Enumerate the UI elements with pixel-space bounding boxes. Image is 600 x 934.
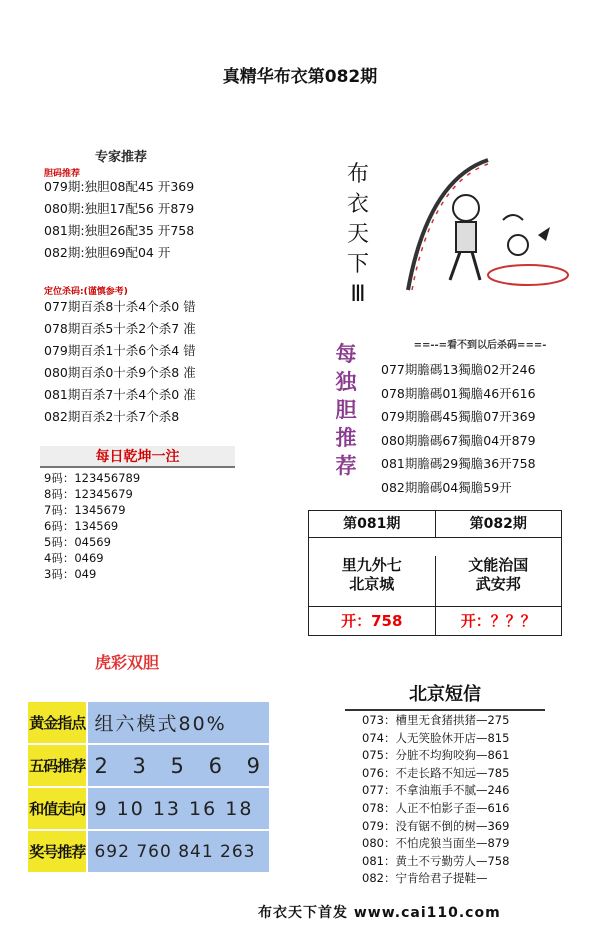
beijing-list — [362, 712, 509, 888]
period-foot-row — [309, 606, 561, 635]
brand-vertical — [338, 160, 378, 310]
recommend-table — [26, 700, 271, 874]
table-row — [27, 830, 270, 873]
table-label: 和值走向 — [27, 787, 87, 830]
footer-text: 布衣天下首发 www.cai110.com — [258, 905, 501, 921]
dan-char: 独 — [335, 370, 357, 394]
kill-line: 079期百杀1十杀6个杀4 错 — [44, 343, 196, 358]
expert-line: 080期:独胆17配56 开879 — [44, 201, 195, 216]
table-value: 692 760 841 263 — [87, 830, 270, 873]
table-value: 组六模式80% — [87, 701, 270, 744]
table-value: 2 3 5 6 9 — [87, 744, 270, 787]
beijing-line: 073：槽里无食猪拱猪—275 — [362, 713, 510, 727]
expert-line: 081期:独胆26配35 开758 — [44, 223, 195, 238]
period-left-line: 里九外七 — [341, 556, 402, 574]
brand-char: Ⅲ — [350, 282, 366, 307]
kill-line: 078期百杀5十杀2个杀7 准 — [44, 321, 196, 336]
beijing-heading: 北京短信 — [345, 680, 545, 711]
dan-line: 077期膽碼13獨膽02开246 — [381, 362, 536, 377]
daily-code-list — [44, 470, 140, 582]
code-line: 6码：134569 — [44, 519, 119, 533]
table-label: 黄金指点 — [27, 701, 87, 744]
beijing-line: 079：没有锯不倒的树—369 — [362, 818, 510, 833]
dan-line: 079期膽碼45獨膽07开369 — [381, 409, 536, 424]
beijing-line: 081：黄土不亏勤劳人—758 — [362, 853, 510, 868]
period-right-line: 武安邦 — [475, 575, 521, 593]
dan-char: 胆 — [335, 398, 357, 422]
dan-char: 每 — [335, 342, 357, 366]
page-title: 真精华布衣第082期 — [222, 67, 378, 87]
period-head-row — [309, 511, 561, 538]
kill-line: 080期百杀0十杀9个杀8 准 — [44, 365, 196, 380]
period-left-foot: 开：758 — [341, 612, 403, 630]
kill-line: 081期百杀7十杀4个杀0 准 — [44, 387, 196, 402]
brand-char: 布 — [346, 162, 369, 187]
expert-list — [44, 176, 194, 264]
brand-char: 天 — [346, 222, 369, 247]
beijing-line: 080：不怕虎狼当面坐—879 — [362, 836, 510, 851]
dan-line: 081期膽碼29獨膽36开758 — [381, 456, 536, 471]
period-box — [308, 510, 562, 636]
table-row — [27, 744, 270, 787]
cartoon-illustration — [388, 150, 578, 300]
dan-vertical — [328, 340, 364, 480]
beijing-line: 076：不走长路不知远—785 — [362, 765, 510, 780]
code-line: 3码：049 — [44, 567, 97, 581]
period-left-line: 北京城 — [349, 575, 395, 593]
table-row — [27, 701, 270, 744]
dan-char: 推 — [335, 426, 357, 450]
dan-line: 080期膽碼67獨膽04开879 — [381, 432, 536, 448]
period-right-foot: 开：？？？ — [435, 607, 562, 635]
period-right-body — [435, 556, 562, 606]
table-row — [27, 787, 270, 830]
position-kill-subheading: 定位杀码:(谨慎参考) — [44, 287, 128, 297]
beijing-line: 077：不拿油瓶手不腻—246 — [362, 783, 510, 798]
table-value: 9 10 13 16 18 — [87, 787, 270, 830]
beijing-line: 078：人正不怕影子歪—616 — [362, 800, 510, 815]
position-kill-list — [44, 296, 196, 428]
tiger-heading: 虎彩双胆 — [95, 653, 160, 672]
table-label: 奖号推荐 — [27, 830, 87, 873]
period-body-row — [309, 538, 561, 606]
period-left-body — [309, 556, 435, 606]
code-line: 8码：12345679 — [44, 487, 133, 501]
expert-heading: 专家推荐 — [95, 150, 148, 165]
kill-line: 082期百杀2十杀7个杀8 — [44, 409, 180, 424]
dan-list — [381, 358, 536, 499]
code-line: 4码：0469 — [44, 551, 104, 565]
brand-char: 衣 — [346, 192, 369, 217]
brand-char: 下 — [346, 252, 369, 277]
expert-line: 079期:独胆08配45 开369 — [44, 179, 195, 194]
table-label: 五码推荐 — [27, 744, 87, 787]
code-line: 9码：123456789 — [44, 471, 141, 485]
expert-subheading: 胆码推荐 — [44, 169, 81, 179]
kill-heading: ==--=看不到以后杀码===- — [413, 340, 547, 351]
code-line: 5码：04569 — [44, 535, 111, 549]
period-right-head: 第082期 — [435, 511, 562, 537]
beijing-line: 075：分脏不均狗咬狗—861 — [362, 748, 510, 763]
expert-line: 082期:独胆69配04 开 — [44, 245, 171, 260]
dan-line: 078期膽碼01獨膽46开616 — [381, 385, 536, 401]
daily-heading: 每日乾坤一注 — [40, 446, 235, 468]
kill-line: 077期百杀8十杀4个杀0 错 — [44, 299, 196, 314]
code-line: 7码：1345679 — [44, 503, 126, 517]
beijing-line: 074：人无笑脸休开店—815 — [362, 730, 510, 745]
period-left-head: 第081期 — [343, 516, 401, 532]
dan-line: 082期膽碼04獨膽59开 — [381, 479, 512, 495]
dan-char: 荐 — [335, 454, 357, 478]
period-right-line: 文能治国 — [468, 556, 529, 574]
beijing-line: 082：宁肯给君子提鞋— — [362, 871, 488, 886]
